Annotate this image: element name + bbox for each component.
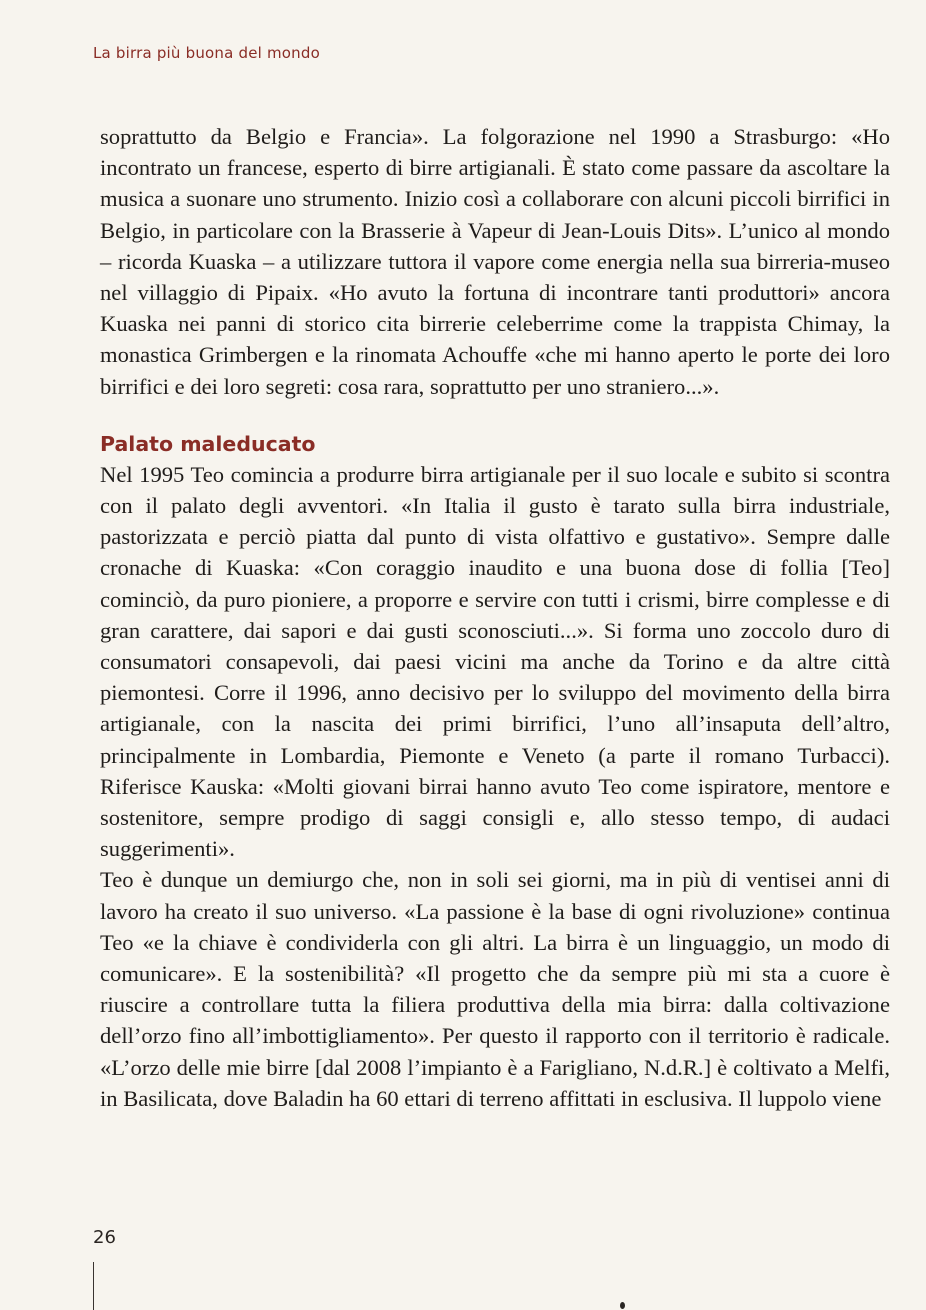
running-head: La birra più buona del mondo (93, 44, 320, 62)
paragraph-3: Teo è dunque un demiurgo che, non in soli sei giorni, ma in più di ventisei anni di lavoro ha creato il suo universo. «La passione è la base di ogni rivoluzione» continua Teo «e la chiave è condividerla con gli altri. La birra è un linguaggio, un modo di comunicare». E la sostenibilità? «Il progetto che da sempre più mi sta a cuore è riuscire a controllare tutta la filiera produttiva della mia birra: dalla coltivazione dell’orzo fino all’imbottigliamento». Per questo il rapporto con il territorio è radicale. «L’orzo delle mie birre [dal 2008 l’impianto è a Farigliano, N.d.R.] è coltivato a Melfi, in Basilicata, dove Baladin ha 60 ettari di terreno affittati in esclusiva. Il luppolo viene (100, 867, 890, 1111)
section-heading: Palato maleducato (100, 431, 316, 456)
scan-speck (620, 1302, 625, 1309)
page-number: 26 (93, 1227, 116, 1248)
body-text (100, 121, 890, 1114)
paragraph-2: Nel 1995 Teo comincia a produrre birra artigianale per il suo locale e subito si scontra con il palato degli avventori. «In Italia il gusto è tarato sulla birra industriale, pastorizzata e perciò piatta dal punto di vista olfattivo e gustativo». Sempre dalle cronache di Kuaska: «Con coraggio inaudito e una buona dose di follia [Teo] cominciò, da puro pioniere, a proporre e servire con tutti i crismi, birre complesse e di gran carattere, dai sapori e dai gusti sconosciuti...». Si forma uno zoccolo duro di consumatori consapevoli, dai paesi vicini ma anche da Torino e da altre città piemontesi. Corre il 1996, anno decisivo per lo sviluppo del movimento della birra artigianale, con la nascita dei primi birrifici, l’uno all’insaputa dell’altro, principalmente in Lombardia, Piemonte e Veneto (a parte il romano Turbacci). Riferisce Kauska: «Molti giovani birrai hanno avuto Teo come ispiratore, mentore e sostenitore, sempre prodigo di saggi consigli e, allo stesso tempo, di audaci suggerimenti». (100, 461, 890, 862)
paragraph-1: soprattutto da Belgio e Francia». La folgorazione nel 1990 a Strasburgo: «Ho incontrato un francese, esperto di birre artigianali. È stato come passare da ascoltare la musica a suonare uno strumento. Inizio così a collaborare con alcuni piccoli birrifici in Belgio, in particolare con la Brasserie à Vapeur di Jean-Louis Dits». L’unico al mondo – ricorda Kuaska – a utilizzare tuttora il vapore come energia nella sua birreria-museo nel villaggio di Pipaix. «Ho avuto la fortuna di incontrare tanti produttori» ancora Kuaska nei panni di storico cita birrerie celeberrime come la trappista Chimay, la monastica Grimbergen e la rinomata Achouffe «che mi hanno aperto le porte dei loro birrifici e dei loro segreti: cosa rara, soprattutto per uno straniero...». (100, 124, 890, 399)
margin-rule (93, 1262, 94, 1310)
